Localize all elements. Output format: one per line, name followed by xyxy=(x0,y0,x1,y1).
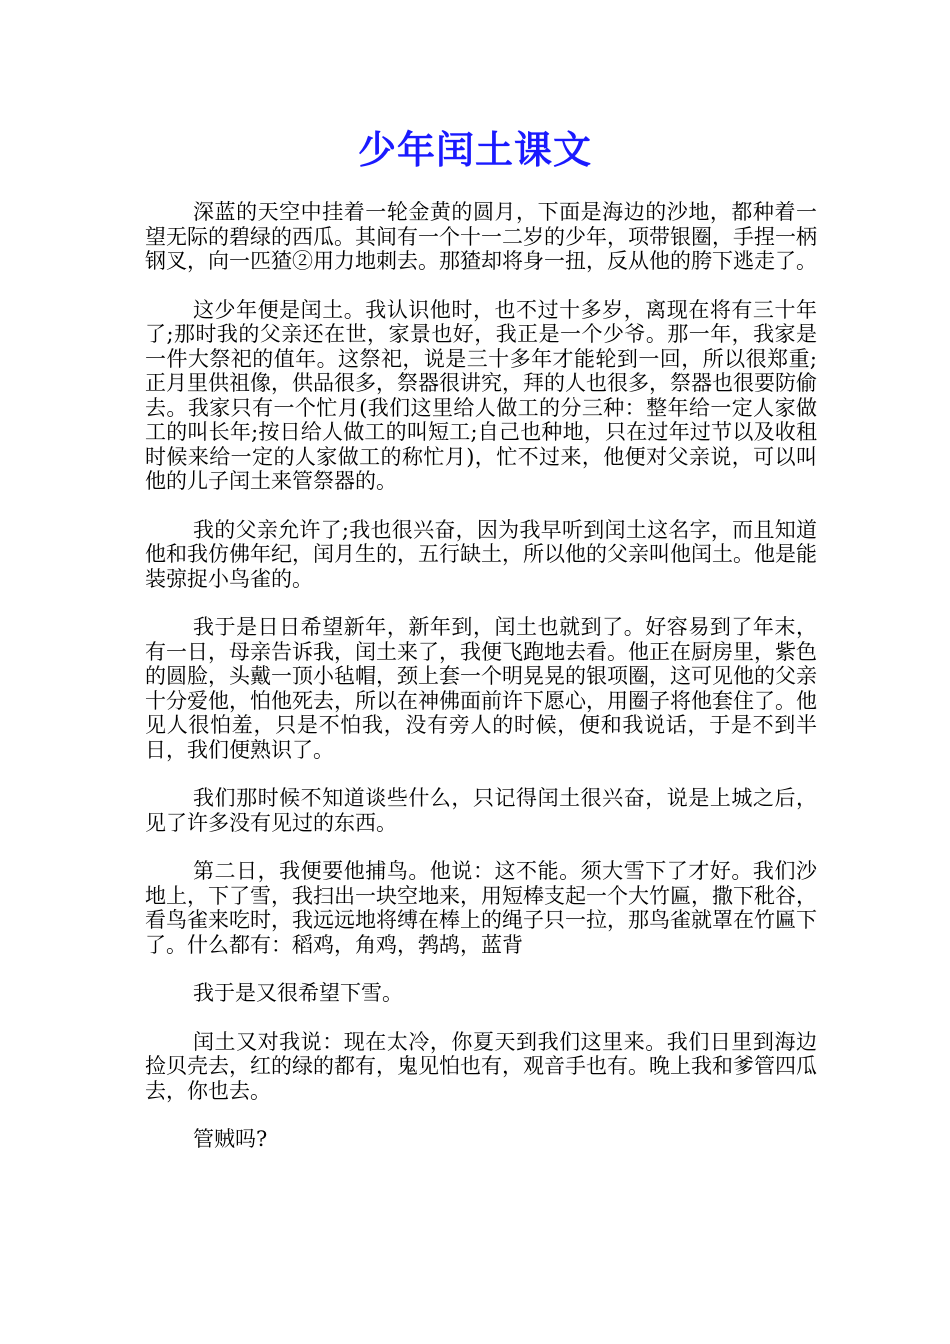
paragraph: 我于是日日希望新年，新年到，闰土也就到了。好容易到了年末，有一日，母亲告诉我，闰土来了，我便飞跑地去看。他正在厨房里，紫色的圆脸，头戴一顶小毡帽，颈上套一个明晃晃的银项圈，这可见他的父亲十分爱他，怕他死去，所以在神佛面前许下愿心，用圈子将他套住了。他见人很怕羞，只是不怕我，没有旁人的时候，便和我说话，于是不到半日，我们便熟识了。 xyxy=(145,615,817,762)
document-body xyxy=(145,200,817,1176)
paragraph: 管贼吗? xyxy=(193,1127,268,1151)
paragraph: 闰土又对我说：现在太冷，你夏天到我们这里来。我们日里到海边捡贝壳去，红的绿的都有，鬼见怕也有，观音手也有。晚上我和爹管四瓜去，你也去。 xyxy=(145,1029,817,1103)
paragraph: 我的父亲允许了;我也很兴奋，因为我早听到闰土这名字，而且知道他和我仿佛年纪，闰月生的，五行缺土，所以他的父亲叫他闰土。他是能装弶捉小鸟雀的。 xyxy=(145,517,817,591)
document-title: 少年闰土课文 xyxy=(357,127,592,172)
paragraph: 我于是又很希望下雪。 xyxy=(193,981,403,1005)
paragraph: 这少年便是闰土。我认识他时，也不过十多岁，离现在将有三十年了;那时我的父亲还在世，家景也好，我正是一个少爷。那一年，我家是一件大祭祀的值年。这祭祀，说是三十多年才能轮到一回，所以很郑重;正月里供祖像，供品很多，祭器很讲究，拜的人也很多，祭器也很要防偷去。我家只有一个忙月(我们这里给人做工的分三种：整年给一定人家做工的叫长年;按日给人做工的叫短工;自己也种地，只在过年过节以及收租时候来给一定的人家做工的称忙月)，忙不过来，他便对父亲说，可以叫他的儿子闰土来管祭器的。 xyxy=(145,297,817,493)
paragraph: 我们那时候不知道谈些什么，只记得闰土很兴奋，说是上城之后，见了许多没有见过的东西。 xyxy=(145,786,817,835)
paragraph: 深蓝的天空中挂着一轮金黄的圆月，下面是海边的沙地，都种着一望无际的碧绿的西瓜。其间有一个十一二岁的少年，项带银圈，手捏一柄钢叉，向一匹猹②用力地刺去。那猹却将身一扭，反从他的胯下逃走了。 xyxy=(145,200,817,273)
paragraph: 第二日，我便要他捕鸟。他说：这不能。须大雪下了才好。我们沙地上，下了雪，我扫出一块空地来，用短棒支起一个大竹匾，撒下秕谷，看鸟雀来吃时，我远远地将缚在棒上的绳子只一拉，那鸟雀就罩在竹匾下了。什么都有：稻鸡，角鸡，鹁鸪，蓝背 xyxy=(145,859,817,957)
